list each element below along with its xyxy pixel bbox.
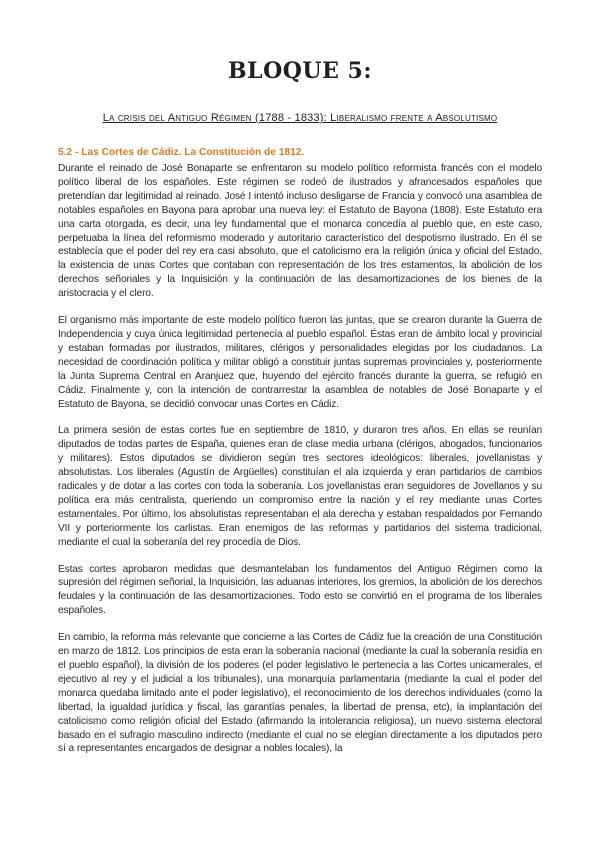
page-subtitle: La crisis del Antiguo Régimen (1788 - 1833): Liberalismo frente a Absolutismo xyxy=(102,112,498,124)
paragraph-1: Durante el reinado de José Bonaparte se enfrentaron su modelo político reformista francés con el modelo político liberal de los españoles. Este régimen se rodeó de ilustrados y afrancesados españoles que pretendían dar legitimidad al reinado. José I intentó incluso desligarse de Francia y convocó una asamblea de notables españoles en Bayona para aprobar una nueva ley: el Estatuto de Bayona (1808). Este Estatuto era una carta otorgada, es decir, una ley fundamental que el monarca concedía al pueblo que, en este caso, perpetuaba la línea del reformismo moderado y autoritario característico del despotismo ilustrado. En él se establecía que el poder del rey era casi absoluto, que el catolicismo era la religión única y oficial del Estado, la existencia de unas Cortes que contaban con representación de los tres estamentos, la abolición de los derechos señoriales y la Inquisición y la continuación de las desamortizaciones de los bienes de la aristocracia y el clero. xyxy=(58,163,542,300)
section-content xyxy=(58,146,542,756)
paragraph-5: En cambio, la reforma más relevante que concierne a las Cortes de Cádiz fue la creación de una Constitución en marzo de 1812. Los principios de esta eran la soberanía nacional (mediante la cual la soberanía residía en el pueblo español), la división de los poderes (el poder legislativo le pertenecía a las Cortes unicamerales, el ejecutivo al rey y el judicial a los tribunales), una monarquía parlamentaria (mediante la cual el poder del monarca quedaba limitado ante el poder legislativo), el reconocimiento de los derechos individuales (como la libertad, la igualdad jurídica y fiscal, las garantías penales, la libertad de prensa, etc), la implantación del catolicismo como religión oficial del Estado (afirmando la intolerancia religiosa), un nuevo sistema electoral basado en el sufragio masculino indirecto (mediante el cual no se elegían directamente a los diputados pero sí a representantes encargados de designar a nobles locales), la xyxy=(58,632,542,755)
section-heading: 5.2 - Las Cortes de Cádiz. La Constitución de 1812. xyxy=(58,147,305,158)
paragraph-4: Estas cortes aprobaron medidas que desmantelaban los fundamentos del Antiguo Régimen como la supresión del régimen señorial, la Inquisición, las aduanas interiores, los gremios, la abolición de los derechos feudales y la continuación de las desamortizaciones. Todo esto se convirtió en el programa de los liberales españoles. xyxy=(58,563,542,617)
page-title: BLOQUE 5: xyxy=(228,58,372,84)
paragraph-2: El organismo más importante de este modelo político fueron las juntas, que se crearon durante la Guerra de Independencia y cuya única legitimidad pertenecía al pueblo español. Éstas eran de ámbito local y provincial y estaban formadas por ilustrados, militares, clérigos y personalidades elegidas por los ciudadanos. La necesidad de coordinación política y militar obligó a constituir juntas supremas provinciales y, posteriormente la Junta Suprema Central en Aranjuez que, huyendo del ejército francés durante la guerra, se refugió en Cádiz. Finalmente y, con la intención de contrarrestar la asamblea de notables de José Bonaparte y el Estatuto de Bayona, se decidió convocar unas Cortes en Cádiz. xyxy=(58,315,542,410)
paragraph-3: La primera sesión de estas cortes fue en septiembre de 1810, y duraron tres años. En ellas se reunían diputados de todas partes de España, quienes eran de clase media urbana (clérigos, abogados, funcionarios y militares). Estos diputados se dividieron según tres sectores ideológicos: liberales, jovellanistas y absolutistas. Los liberales (Agustín de Argüelles) constituían el ala izquierda y eran partidarios de cambios radicales y de dotar a las cortes con toda la soberanía. Los jovellanistas eran seguidores de Jovellanos y su política era más centralista, queriendo un compromiso entre la nación y el rey mediante unas Cortes estamentales. Por último, los absolutistas representaban el ala derecha y estaban respaldados por Fernando VII y porteriormente los carlistas. Eran enemigos de las reformas y partidarios del sistema tradicional, mediante el cual la soberanía del rey procedía de Dios. xyxy=(58,425,542,548)
